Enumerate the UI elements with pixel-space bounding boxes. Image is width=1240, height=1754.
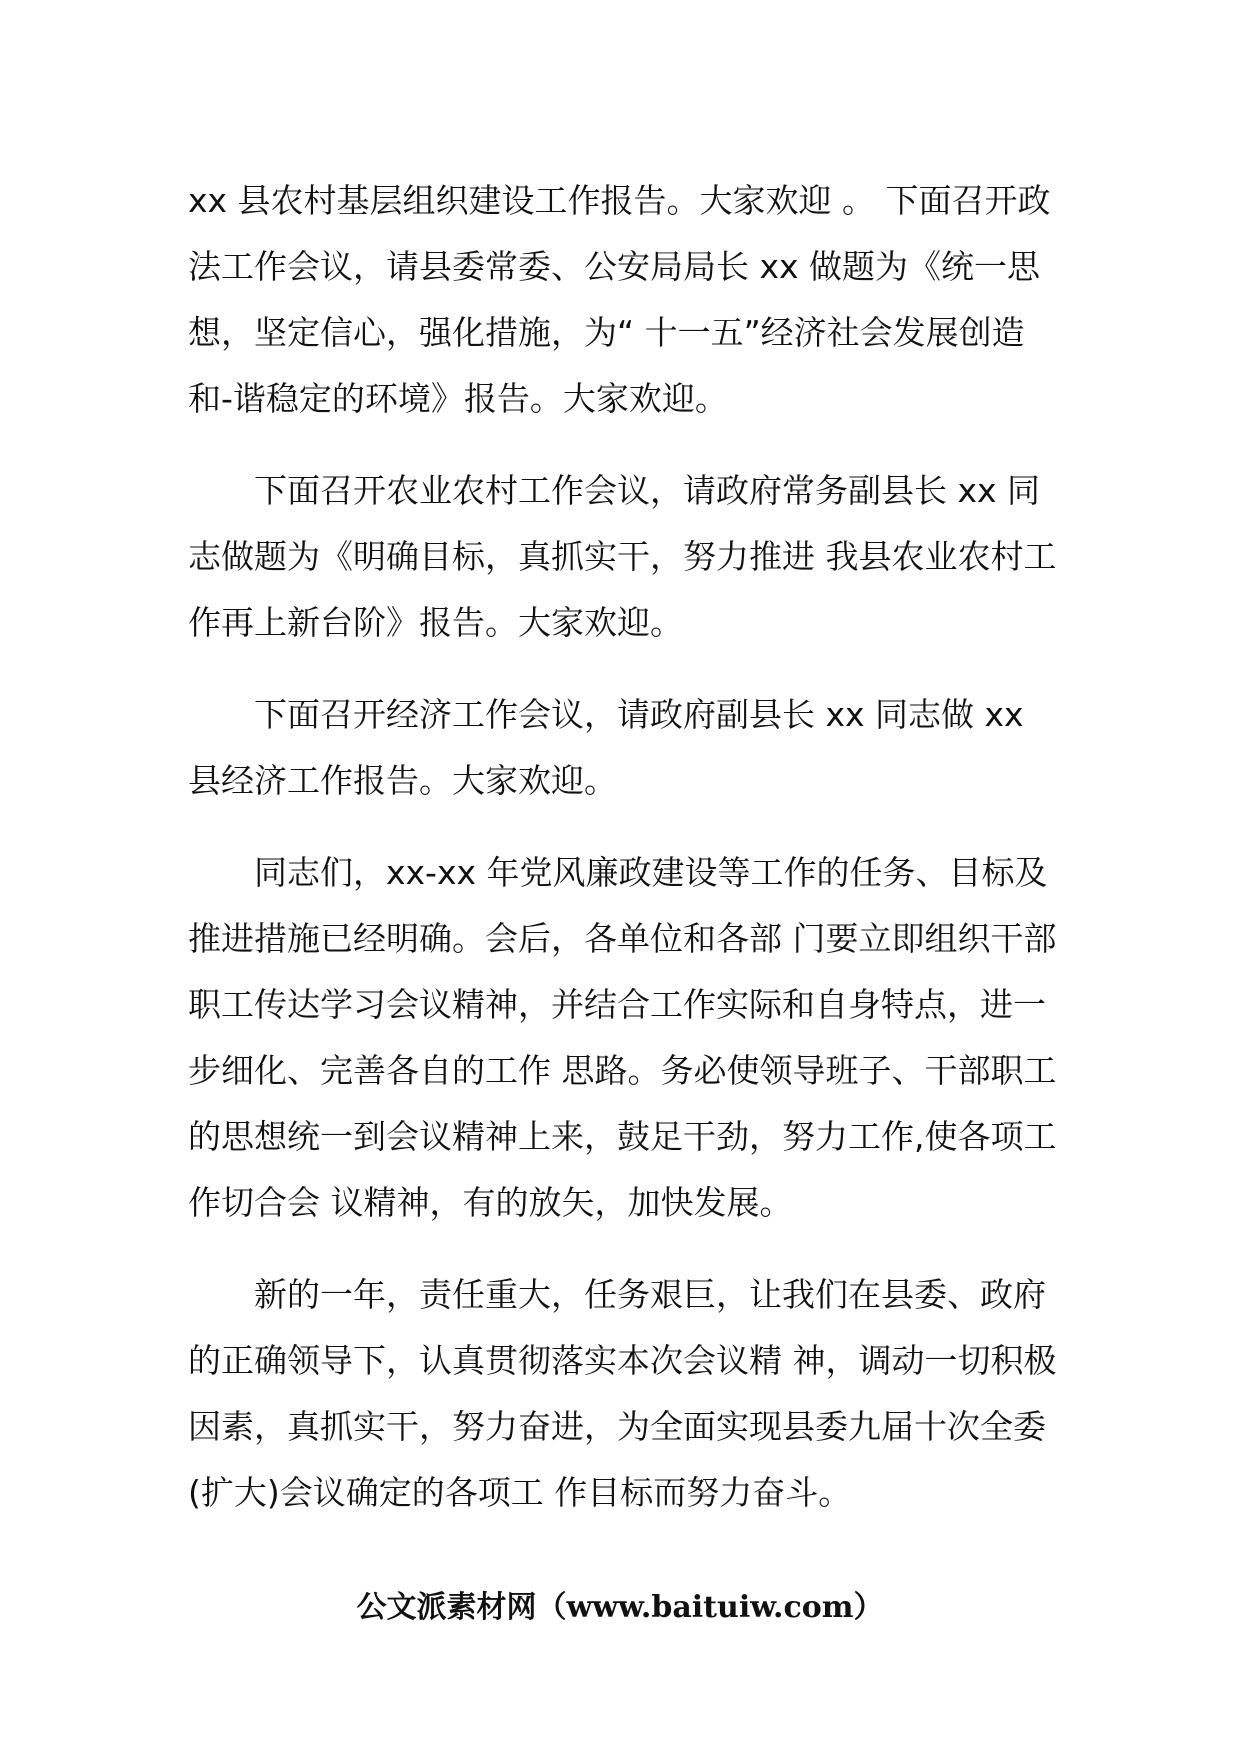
- document-body: [188, 168, 1058, 1552]
- paragraph-5: 新的一年，责任重大，任务艰巨，让我们在县委、政府的正确领导下，认真贯彻落实本次会议精 神，调动一切积极因素，真抓实干，努力奋进，为全面实现县委九届十次全委(扩大)会议确定的各项工 作目标而努力奋斗。: [188, 1275, 1057, 1512]
- page-footer: 公文派素材网（www.baituiw.com）: [356, 1590, 884, 1625]
- paragraph-2: 下面召开农业农村工作会议，请政府常务副县长 xx 同志做题为《明确目标，真抓实干，努力推进 我县农业农村工作再上新台阶》报告。大家欢迎。: [188, 471, 1057, 642]
- paragraph-4: 同志们，xx-xx 年党风廉政建设等工作的任务、目标及推进措施已经明确。会后，各单位和各部 门要立即组织干部职工传达学习会议精神，并结合工作实际和自身特点，进一步细化、完善各自的工作 思路。务必使领导班子、干部职工的思想统一到会议精神上来，鼓足干劲，努力工作,使各项工作切合会 议精神，有的放矢，加快发展。: [188, 853, 1057, 1222]
- paragraph-3: 下面召开经济工作会议，请政府副县长 xx 同志做 xx 县经济工作报告。大家欢迎。: [188, 695, 1024, 800]
- paragraph-1: xx 县农村基层组织建设工作报告。大家欢迎 。 下面召开政法工作会议，请县委常委、公安局局长 xx 做题为《统一思想，坚定信心，强化措施，为“ 十一五”经济社会发展创造和-谐稳定的环境》报告。大家欢迎。: [188, 181, 1051, 418]
